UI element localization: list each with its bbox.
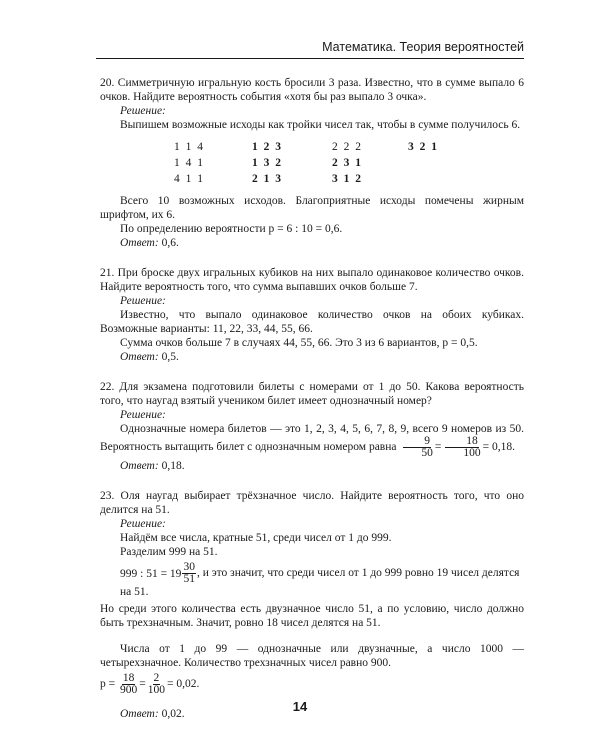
fraction xyxy=(182,562,196,585)
problem-23 xyxy=(100,489,524,721)
solution-text-part: Однозначные номера билетов — это 1, 2, 3, 4, 5, 6, 7, 8, 9, всего 9 номеров из 50. Вероятность вытащить билет с однозначным номером равна xyxy=(100,423,524,454)
result: = 0,02. xyxy=(167,677,200,690)
outcome: 4 1 1 xyxy=(174,173,205,185)
numerator: 18 xyxy=(445,436,479,448)
problem-statement: 23. Оля наугад выбирает трёхзначное число. Найдите вероятность того, что оно делится на 51. xyxy=(100,490,524,516)
favorable-outcome: 3 2 1 xyxy=(408,141,439,153)
division-suffix: , и это значит, что среди чисел от 1 до 999 ровно 19 чисел делятся на 51. xyxy=(120,567,520,598)
numerator: 9 xyxy=(403,436,431,448)
fraction xyxy=(119,673,138,696)
page-content xyxy=(100,76,524,721)
problem-20 xyxy=(100,76,524,250)
solution-text: Выпишем возможные исходы как тройки чисел так, чтобы в сумме получилось 6. xyxy=(120,119,521,131)
solution-label: Решение: xyxy=(120,409,166,421)
answer xyxy=(100,350,524,364)
denominator: 50 xyxy=(421,447,433,459)
numerator: 18 xyxy=(122,671,135,684)
answer-value: 0,6. xyxy=(161,237,179,249)
running-header: Математика. Теория вероятностей xyxy=(96,40,524,59)
numerator: 30 xyxy=(183,561,195,573)
outcome: 2 2 2 xyxy=(332,141,363,153)
numerator: 2 xyxy=(153,671,160,684)
denominator: 900 xyxy=(120,683,138,696)
solution-text: Но среди этого количества есть двузначное число 51, а по условию, число должно быть трехзначным. Значит, ровно 18 чисел делятся на 51. xyxy=(100,603,524,629)
answer-label: Ответ: xyxy=(120,460,159,472)
answer-label: Ответ: xyxy=(120,708,159,720)
denominator: 100 xyxy=(147,683,165,696)
problem-statement: 21. При броске двух игральных кубиков на них выпало одинаковое количество очков. Найдите вероятность того, что сумма выпавших очков больше 7. xyxy=(100,267,524,293)
page-number: 14 xyxy=(292,699,308,714)
solution-label: Решение: xyxy=(120,295,166,307)
solution-text: Однозначные номера билетов — это 1, 2, 3, 4, 5, 6, 7, 8, 9, всего 9 номеров из 50. Вероятность вытащить билет с однозначным номером равна $\frac{9}{50}$ = $\frac{18}{100}$ = 0,18. xyxy=(100,423,524,459)
division-prefix: 999 : 51 = 19 xyxy=(120,567,182,580)
problem-21 xyxy=(100,266,524,364)
p-label: p = xyxy=(100,677,116,690)
answer-value: 0,18. xyxy=(161,460,185,472)
fraction xyxy=(147,673,166,696)
answer-value: 0,02. xyxy=(161,708,185,720)
solution-label: Решение: xyxy=(120,105,166,117)
problem-22 xyxy=(100,380,524,473)
result: = 0,18. xyxy=(482,441,515,454)
favorable-outcome: 1 3 2 xyxy=(252,157,283,169)
favorable-outcome: 2 1 3 xyxy=(252,173,283,185)
favorable-outcome: 1 2 3 xyxy=(252,141,283,153)
fraction xyxy=(400,436,434,459)
solution-text: Разделим 999 на 51. xyxy=(120,546,218,558)
outcomes-grid xyxy=(100,140,524,188)
fraction xyxy=(442,436,481,459)
answer-label: Ответ: xyxy=(120,351,159,363)
answer-label: Ответ: xyxy=(120,237,159,249)
solution-text: Всего 10 возможных исходов. Благоприятные исходы помечены жирным шрифтом, их 6. xyxy=(100,195,524,221)
mixed-number xyxy=(120,562,197,585)
solution-text: Известно, что выпало одинаковое количество очков на обоих кубиках. Возможные варианты: 11, 22, 33, 44, 55, 66. xyxy=(100,309,524,335)
answer xyxy=(100,236,524,250)
solution-label: Решение: xyxy=(120,518,166,530)
denominator: 100 xyxy=(463,447,481,459)
favorable-outcome: 3 1 2 xyxy=(332,173,363,185)
answer xyxy=(100,459,524,473)
solution-text: Числа от 1 до 99 — однозначные или двузначные, а число 1000 — четырехзначное. Количество трехзначных чисел равно 900. xyxy=(100,642,524,669)
denominator: 51 xyxy=(183,573,195,585)
problem-statement: 20. Симметричную игральную кость бросили 3 раза. Известно, что в сумме выпало 6 очков. Найдите вероятность события «хотя бы раз выпало 3 очка». xyxy=(100,77,524,103)
solution-text: По определению вероятности p = 6 : 10 = 0,6. xyxy=(120,223,343,235)
problem-statement: 22. Для экзамена подготовили билеты с номерами от 1 до 50. Какова вероятность того, что наугад взятый учеником билет имеет однозначный номер? xyxy=(100,381,524,407)
outcome: 1 1 4 xyxy=(174,141,205,153)
answer-value: 0,5. xyxy=(161,351,179,363)
favorable-outcome: 2 3 1 xyxy=(332,157,363,169)
solution-text: Найдём все числа, кратные 51, среди чисел от 1 до 999. xyxy=(120,532,392,544)
division-line xyxy=(100,562,524,599)
probability-formula: p = $\frac{18}{900}$ = $\frac{2}{100}$ = 0,02. xyxy=(100,671,200,696)
solution-text: Сумма очков больше 7 в случаях 44, 55, 66. Это 3 из 6 вариантов, p = 0,5. xyxy=(120,337,478,349)
outcome: 1 4 1 xyxy=(174,157,205,169)
